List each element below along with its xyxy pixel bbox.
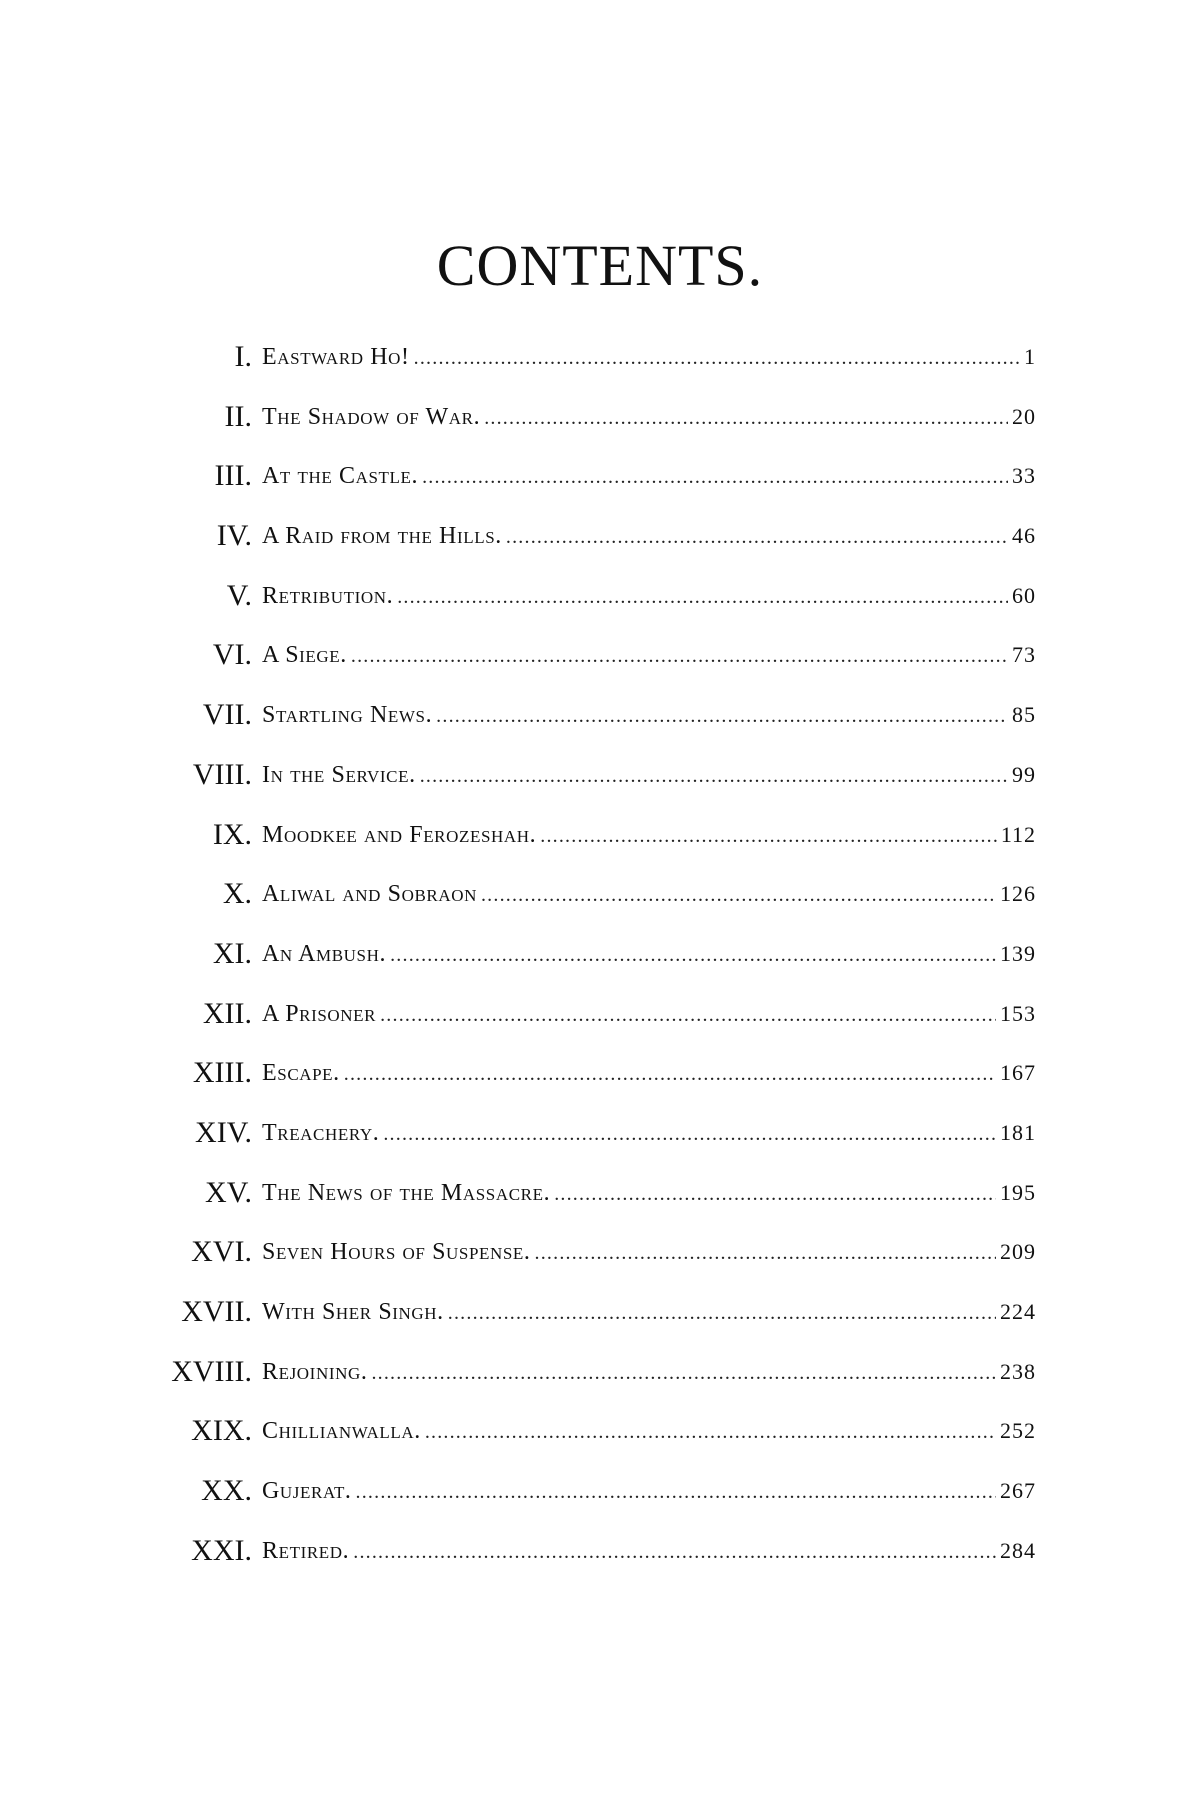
chapter-title: With Sher Singh. bbox=[262, 1299, 444, 1325]
chapter-numeral: V. bbox=[226, 578, 252, 612]
page-number: 85 bbox=[1012, 702, 1036, 728]
chapter-numeral: IV. bbox=[216, 519, 252, 553]
toc-entry-line bbox=[262, 992, 1036, 1036]
toc-entry bbox=[0, 1409, 1200, 1469]
chapter-title: Rejoining. bbox=[262, 1358, 368, 1385]
chapter-numeral: XVI. bbox=[191, 1235, 252, 1269]
dot-leader bbox=[436, 694, 1008, 738]
chapter-numeral: XI. bbox=[212, 936, 252, 970]
toc-entry bbox=[0, 1051, 1200, 1111]
toc-entry-line bbox=[262, 872, 1036, 916]
toc-entry-line bbox=[262, 932, 1036, 976]
toc-entry-line bbox=[262, 813, 1036, 857]
toc-entry bbox=[0, 1171, 1200, 1231]
chapter-numeral: XIII. bbox=[192, 1056, 252, 1090]
dot-leader bbox=[448, 1291, 996, 1335]
page-number: 126 bbox=[1000, 881, 1036, 907]
toc-entry bbox=[0, 1529, 1200, 1589]
chapter-numeral: XII. bbox=[202, 996, 252, 1030]
dot-leader bbox=[506, 515, 1008, 559]
toc-entry-line bbox=[262, 1529, 1036, 1573]
dot-leader bbox=[351, 634, 1008, 678]
chapter-title: Retribution. bbox=[262, 582, 394, 609]
chapter-numeral: VII. bbox=[202, 698, 252, 732]
toc-entry-line bbox=[262, 454, 1036, 498]
chapter-numeral: XV. bbox=[205, 1175, 252, 1209]
chapter-title: An Ambush. bbox=[262, 940, 387, 967]
dot-leader bbox=[397, 575, 1008, 619]
chapter-title: In the Service. bbox=[262, 761, 416, 788]
page-number: 238 bbox=[1000, 1358, 1036, 1384]
page-number: 181 bbox=[1000, 1119, 1036, 1145]
toc-entry-line bbox=[262, 395, 1036, 439]
page-number: 46 bbox=[1012, 523, 1036, 549]
toc-entry-line bbox=[262, 1111, 1036, 1155]
toc-entry-line bbox=[262, 335, 1036, 379]
toc-entry-line bbox=[262, 1230, 1036, 1274]
chapter-numeral: XIV. bbox=[195, 1115, 252, 1149]
chapter-numeral: XXI. bbox=[191, 1533, 252, 1567]
dot-leader bbox=[540, 814, 997, 858]
chapter-title: Startling News. bbox=[262, 702, 433, 729]
chapter-numeral: III. bbox=[214, 459, 252, 493]
chapter-numeral: XVIII. bbox=[171, 1354, 252, 1388]
dot-leader bbox=[356, 1470, 996, 1514]
dot-leader bbox=[554, 1172, 996, 1216]
dot-leader bbox=[535, 1231, 996, 1275]
toc-entry bbox=[0, 872, 1200, 932]
toc-entry bbox=[0, 1469, 1200, 1529]
page-number: 33 bbox=[1012, 463, 1036, 489]
chapter-title: Treachery. bbox=[262, 1119, 380, 1146]
dot-leader bbox=[422, 455, 1008, 499]
toc-entry bbox=[0, 1230, 1200, 1290]
dot-leader bbox=[484, 396, 1008, 440]
dot-leader bbox=[380, 993, 996, 1037]
toc-entry bbox=[0, 454, 1200, 514]
chapter-numeral: VI. bbox=[212, 638, 252, 672]
dot-leader bbox=[390, 933, 996, 977]
toc-entry-line bbox=[262, 1051, 1036, 1095]
page-number: 112 bbox=[1000, 821, 1036, 847]
toc-entry-line bbox=[262, 1409, 1036, 1453]
page-number: 195 bbox=[1000, 1179, 1036, 1205]
chapter-numeral: X. bbox=[222, 877, 252, 911]
dot-leader bbox=[481, 873, 996, 917]
chapter-title: A Prisoner bbox=[262, 1000, 377, 1027]
toc-entry bbox=[0, 992, 1200, 1052]
dot-leader bbox=[414, 336, 1020, 380]
page-number: 209 bbox=[1000, 1239, 1036, 1265]
toc-entry bbox=[0, 1290, 1200, 1350]
toc-entry-line bbox=[262, 1171, 1036, 1215]
chapter-title: Retired. bbox=[262, 1537, 350, 1564]
chapter-numeral: XIX. bbox=[191, 1414, 252, 1448]
toc-entry-line bbox=[262, 633, 1036, 677]
chapter-title: A Siege. bbox=[262, 642, 347, 669]
page-number: 139 bbox=[1000, 940, 1036, 966]
page-number: 252 bbox=[1000, 1418, 1036, 1444]
page-number: 73 bbox=[1012, 642, 1036, 668]
chapter-numeral: I. bbox=[234, 340, 252, 373]
toc-entry-line bbox=[262, 1290, 1036, 1334]
page-number: 1 bbox=[1024, 344, 1036, 369]
chapter-title: The Shadow of War. bbox=[262, 403, 481, 430]
toc-entry bbox=[0, 514, 1200, 574]
chapter-numeral: II. bbox=[224, 399, 252, 433]
dot-leader bbox=[383, 1112, 996, 1156]
dot-leader bbox=[371, 1351, 996, 1395]
page-number: 267 bbox=[1000, 1478, 1036, 1504]
chapter-title: Chillianwalla. bbox=[262, 1418, 421, 1445]
chapter-title: Aliwal and Sobraon bbox=[262, 881, 477, 908]
page-number: 153 bbox=[1000, 1000, 1036, 1026]
dot-leader bbox=[420, 754, 1008, 798]
toc-entry-line bbox=[262, 753, 1036, 797]
chapter-title: Gujerat. bbox=[262, 1478, 352, 1505]
page-number: 167 bbox=[1000, 1060, 1036, 1086]
chapter-numeral: XVII. bbox=[181, 1295, 252, 1328]
toc-entry bbox=[0, 813, 1200, 873]
chapter-title: At the Castle. bbox=[262, 463, 419, 490]
toc-entry bbox=[0, 395, 1200, 455]
chapter-numeral: VIII. bbox=[192, 757, 252, 791]
toc-entry-line bbox=[262, 574, 1036, 618]
toc-entry-line bbox=[262, 693, 1036, 737]
page-number: 20 bbox=[1012, 403, 1036, 429]
toc-entry-line bbox=[262, 514, 1036, 558]
toc-entry bbox=[0, 633, 1200, 693]
toc-entry bbox=[0, 335, 1200, 395]
page-number: 284 bbox=[1000, 1537, 1036, 1563]
chapter-title: A Raid from the Hills. bbox=[262, 523, 502, 550]
page-title: CONTENTS. bbox=[436, 233, 764, 298]
dot-leader bbox=[353, 1530, 996, 1574]
toc-entry bbox=[0, 753, 1200, 813]
chapter-numeral: XX. bbox=[201, 1474, 252, 1508]
table-of-contents bbox=[0, 335, 1200, 1588]
toc-entry bbox=[0, 1111, 1200, 1171]
page-number: 99 bbox=[1012, 761, 1036, 787]
toc-entry bbox=[0, 1350, 1200, 1410]
page-number: 60 bbox=[1012, 582, 1036, 608]
toc-entry-line bbox=[262, 1350, 1036, 1394]
toc-entry-line bbox=[262, 1469, 1036, 1513]
chapter-title: The News of the Massacre. bbox=[262, 1179, 551, 1206]
chapter-numeral: IX. bbox=[212, 817, 252, 851]
dot-leader bbox=[344, 1052, 996, 1096]
toc-entry bbox=[0, 932, 1200, 992]
toc-entry bbox=[0, 574, 1200, 634]
chapter-title: Eastward Ho! bbox=[262, 344, 410, 370]
toc-entry bbox=[0, 693, 1200, 753]
chapter-title: Escape. bbox=[262, 1060, 340, 1087]
page-number: 224 bbox=[1000, 1299, 1036, 1324]
chapter-title: Seven Hours of Suspense. bbox=[262, 1239, 531, 1266]
chapter-title: Moodkee and Ferozeshah. bbox=[262, 821, 537, 848]
dot-leader bbox=[425, 1410, 996, 1454]
